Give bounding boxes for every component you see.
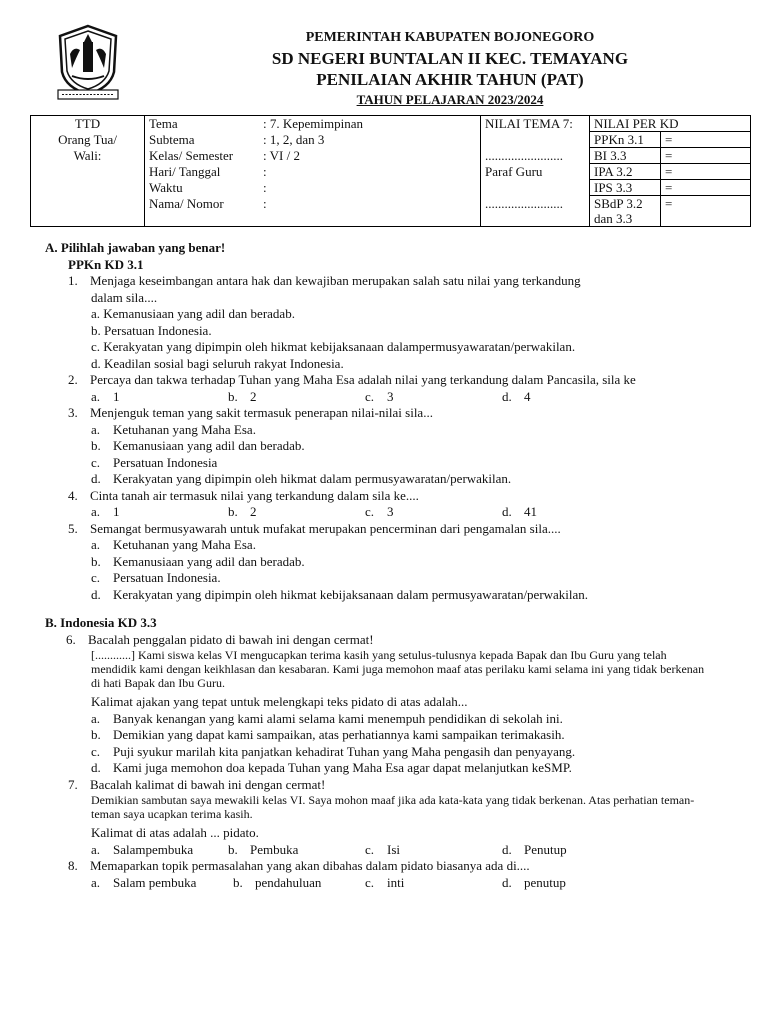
option[interactable]: c. Persatuan Indonesia. xyxy=(91,570,221,585)
question-6: 6. Bacalah penggalan pidato di bawah ini dengan cermat! xyxy=(66,631,374,647)
option[interactable]: a. Ketuhanan yang Maha Esa. xyxy=(91,421,256,437)
option[interactable]: a. 1 xyxy=(91,504,120,519)
option[interactable]: d. Kami juga memohon doa kepada Tuhan yang Maha Esa agar dapat melanjutkan keSMP. xyxy=(91,760,572,775)
option[interactable]: c. 3 xyxy=(365,504,394,519)
option[interactable]: a. Kemanusiaan yang adil dan beradab. xyxy=(91,306,295,321)
question-7: 7. Bacalah kalimat di bawah ini dengan cermat! xyxy=(68,776,326,792)
options-row xyxy=(0,389,768,406)
options-row xyxy=(0,842,768,859)
option[interactable]: c. inti xyxy=(365,874,405,890)
options-row xyxy=(0,875,768,892)
option[interactable]: d. penutup xyxy=(502,874,566,890)
option[interactable]: a. 1 xyxy=(91,388,120,404)
question-1: 1. Menjaga keseimbangan antara hak dan kewajiban merupakan salah satu nilai yang terkandung xyxy=(68,273,581,288)
header-government: PEMERINTAH KABUPATEN BOJONEGORO xyxy=(305,30,595,45)
question-content: A. Pilihlah jawaban yang benar! PPKn KD 3.1 1. Menjaga keseimbangan antara hak dan kewajiban merupakan salah satu nilai yang terkandung dalam sila.... a. Kemanusiaan yang adil dan beradab. b. Persatuan Indonesia. c. Kerakyatan yang dipimpin oleh hikmat kebijaksanaan dalampermusyawaratan/perwakilan. d. Keadilan sosial bagi seluruh rakyat Indonesia. 2. Percaya dan takwa terhadap Tuhan yang Maha Esa adalah nilai yang terkandung dalam Pancasila, sila ke a. 1 b. 2 c. 3 d. 4 3. Menjenguk teman yang sakit termasuk penerapan nilai-nilai sila... a. Ketuhanan yang Maha Esa. b. Kemanusiaan yang adil dan beradab. c. Persatuan Indonesia d. Kerakyatan yang dipimpin oleh hikmat dalam permusyawaratan/perwakilan. 4. Cinta tanah air termasuk nilai yang terkandung dalam sila ke.... a. 1 b. 2 c. 3 d. 41 5. Semangat bermusyawarah untuk mufakat merupakan pencerminan dari pengamalan sila.... a. Ketuhanan yang Maha Esa. b. Kemanusiaan yang adil dan beradab. c. Persatuan Indonesia. d. Kerakyatan yang dipimpin oleh hikmat kebijaksanaan dalam permusyawaratan/perwakilan. B. Indonesia KD 3.3 6. Bacalah penggalan pidato di bawah ini dengan cermat! [............] Kami siswa kelas VI mengucapkan terima kasih yang setulus-tulusnya kepada Bapak dan Ibu Guru yang telah mendidik kami dengan keikhlasan dan kesabaran. Kami juga memohon maaf atas perilaku kami selama ini yang tidak berkenan di hati Bapak dan Ibu Guru. Kalimat ajakan yang tepat untuk melengkapi teks pidato di atas adalah... a. Banyak kenangan yang kami alami selama kami menempuh pendidikan di sekolah ini. b. Demikian yang dapat kami sampaikan, atas perhatiannya kami sampaikan terimakasih. c. Puji syukur marilah kita panjatkan kehadirat Tuhan yang Maha pengasih dan penyayang. d. Kami juga memohon doa kepada Tuhan yang Maha Esa agar dapat melanjutkan keSMP. 7. Bacalah kalimat di bawah ini dengan cermat! Demikian sambutan saya mewakili kelas VI. Saya mohon maaf jika ada kata-kata yang tidak berkenan. Atas perhatian teman-teman saya ucapkan terima kasih. Kalimat di atas adalah ... pidato. a. Salampembuka b. Pembuka c. Isi d. Penutup 8. Memaparkan topik permasalahan yang akan dibahas dalam pidato biasanya ada di.... a. Salam pembuka b. pendahuluan c. inti d. penutup xyxy=(0,240,768,891)
question-5: 5. Semangat bermusyawarah untuk mufakat merupakan pencerminan dari pengamalan sila.... xyxy=(68,520,561,536)
option[interactable]: b. Pembuka xyxy=(228,841,299,857)
option[interactable]: d. Keadilan sosial bagi seluruh rakyat Indonesia. xyxy=(91,355,344,371)
option[interactable]: b. 2 xyxy=(228,504,257,519)
question-3: 3. Menjenguk teman yang sakit termasuk penerapan nilai-nilai sila... xyxy=(68,405,433,420)
option[interactable]: b. Demikian yang dapat kami sampaikan, atas perhatiannya kami sampaikan terimakasih. xyxy=(91,727,565,742)
option[interactable]: b. Persatuan Indonesia. xyxy=(91,322,212,338)
option[interactable]: d. 41 xyxy=(502,504,537,519)
exam-info-table xyxy=(30,115,751,227)
option[interactable]: d. 4 xyxy=(502,388,531,404)
section-a-subtitle: PPKn KD 3.1 xyxy=(68,256,144,272)
header-exam-title: PENILAIAN AKHIR TAHUN (PAT) xyxy=(316,70,584,89)
option[interactable]: d. Kerakyatan yang dipimpin oleh hikmat dalam permusyawaratan/perwakilan. xyxy=(91,471,512,486)
section-b-title: B. Indonesia KD 3.3 xyxy=(45,615,157,630)
option[interactable]: b. 2 xyxy=(228,388,257,404)
kd-header: NILAI PER KD xyxy=(590,116,750,132)
options-row xyxy=(0,504,768,521)
option[interactable]: a. Salam pembuka xyxy=(91,874,197,890)
option[interactable]: b. Kemanusiaan yang adil dan beradab. xyxy=(91,438,305,453)
header-academic-year: TAHUN PELAJARAN 2023/2024 xyxy=(356,92,544,107)
question-2: 2. Percaya dan takwa terhadap Tuhan yang Maha Esa adalah nilai yang terkandung dalam Pancasila, sila ke xyxy=(68,372,636,387)
option[interactable]: b. pendahuluan xyxy=(233,874,322,890)
question-4: 4. Cinta tanah air termasuk nilai yang terkandung dalam sila ke.... xyxy=(68,487,419,503)
question-stem: Kalimat ajakan yang tepat untuk melengkapi teks pidato di atas adalah... xyxy=(91,694,468,709)
option[interactable]: d. Penutup xyxy=(502,841,567,857)
speech-passage: [............] Kami siswa kelas VI mengucapkan terima kasih yang setulus-tulusnya kepada Bapak dan Ibu Guru yang telah mendidik kami dengan keikhlasan dan kesabaran. Kami juga memohon maaf atas perilaku kami selama ini yang tidak berkenan di hati Bapak dan Ibu Guru. xyxy=(91,648,705,690)
option[interactable]: a. Banyak kenangan yang kami alami selama kami menempuh pendidikan di sekolah ini. xyxy=(91,710,563,726)
header-school: SD NEGERI BUNTALAN II KEC. TEMAYANG xyxy=(271,49,629,68)
signature-parent-cell: TTD Orang Tua/ Wali: xyxy=(31,116,145,227)
section-a-title: A. Pilihlah jawaban yang benar! xyxy=(45,240,226,255)
option[interactable]: c. Persatuan Indonesia xyxy=(91,454,218,470)
option[interactable]: b. Kemanusiaan yang adil dan beradab. xyxy=(91,553,305,569)
option[interactable]: c. Isi xyxy=(365,841,400,857)
closing-passage: Demikian sambutan saya mewakili kelas VI. Saya mohon maaf jika ada kata-kata yang tidak berkenan. Atas perhatian teman-teman saya ucapkan terima kasih. xyxy=(91,793,695,821)
bojonegoro-crest-icon xyxy=(54,24,122,102)
option[interactable]: d. Kerakyatan yang dipimpin oleh hikmat kebijaksanaan dalam permusyawaratan/perwakilan. xyxy=(91,586,589,602)
question-8: 8. Memaparkan topik permasalahan yang akan dibahas dalam pidato biasanya ada di.... xyxy=(68,858,530,873)
score-per-kd-cell: NILAI PER KD PPKn 3.1 = BI 3.3 = IPA 3.2 = IPS 3.3 = SBdP 3.2 dan 3.3 = xyxy=(590,116,751,227)
option[interactable]: c. Kerakyatan yang dipimpin oleh hikmat kebijaksanaan dalampermusyawaratan/perwakilan. xyxy=(91,339,576,354)
option[interactable]: a. Ketuhanan yang Maha Esa. xyxy=(91,537,256,552)
option[interactable]: a. Salampembuka xyxy=(91,841,194,857)
exam-meta-cell: Tema : 7. Kepemimpinan Subtema : 1, 2, dan 3 Kelas/ Semester : VI / 2 Hari/ Tanggal : Waktu : Nama/ Nomor : xyxy=(145,116,481,227)
question-stem: Kalimat di atas adalah ... pidato. xyxy=(91,825,259,840)
theme-score-cell: NILAI TEMA 7: ........................ Paraf Guru ........................ xyxy=(481,116,590,227)
option[interactable]: c. Puji syukur marilah kita panjatkan kehadirat Tuhan yang Maha pengasih dan penyayang. xyxy=(91,743,576,759)
option[interactable]: c. 3 xyxy=(365,388,394,404)
